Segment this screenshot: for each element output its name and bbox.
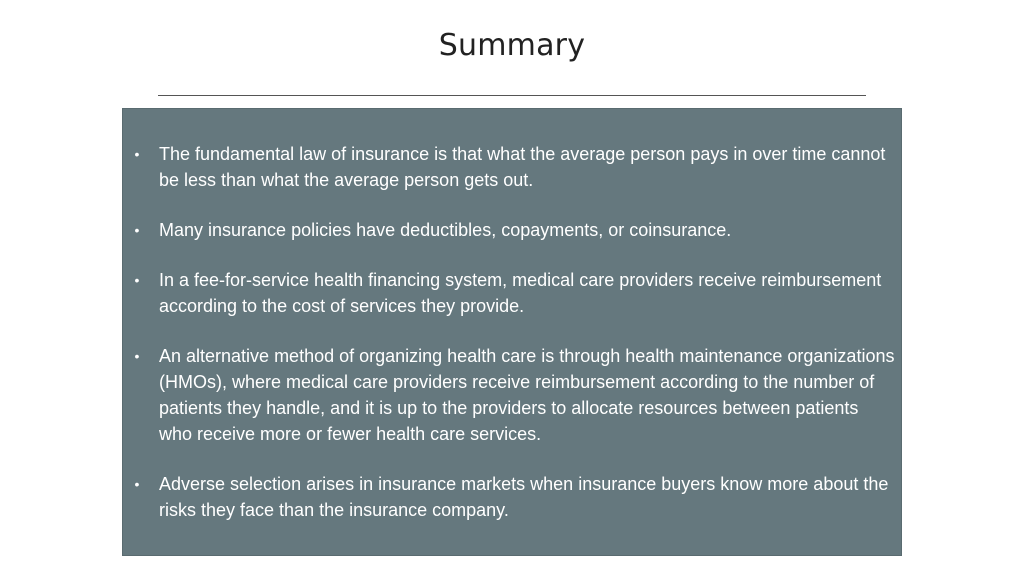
bullet-dot-icon: • xyxy=(134,476,140,492)
summary-bullet-4 xyxy=(123,343,903,447)
summary-bullet-3 xyxy=(123,267,903,319)
summary-panel xyxy=(122,108,902,556)
bullet-text: An alternative method of organizing health care is through health maintenance organizations (HMOs), where medical care providers receive reimbursement according to the number of patients they handle, and it is up to the providers to allocate resources between patients who receive more or fewer health care services. xyxy=(159,346,895,444)
bullet-text: Adverse selection arises in insurance markets when insurance buyers know more about the risks they face than the insurance company. xyxy=(159,474,889,520)
bullet-dot-icon: • xyxy=(134,272,140,288)
bullet-text: Many insurance policies have deductibles, copayments, or coinsurance. xyxy=(159,220,732,240)
bullet-dot-icon: • xyxy=(134,222,140,238)
bullet-dot-icon: • xyxy=(134,348,140,364)
bullet-text: The fundamental law of insurance is that what the average person pays in over time cannot be less than what the average person gets out. xyxy=(159,144,886,190)
bullet-text: In a fee-for-service health financing system, medical care providers receive reimbursement according to the cost of services they provide. xyxy=(159,270,882,316)
summary-bullet-5 xyxy=(123,471,903,523)
bullet-dot-icon: • xyxy=(134,146,140,162)
slide-title: Summary xyxy=(438,28,586,63)
summary-bullet-2 xyxy=(123,217,903,243)
summary-bullet-list xyxy=(123,141,903,547)
summary-bullet-1 xyxy=(123,141,903,193)
title-divider xyxy=(158,95,866,96)
